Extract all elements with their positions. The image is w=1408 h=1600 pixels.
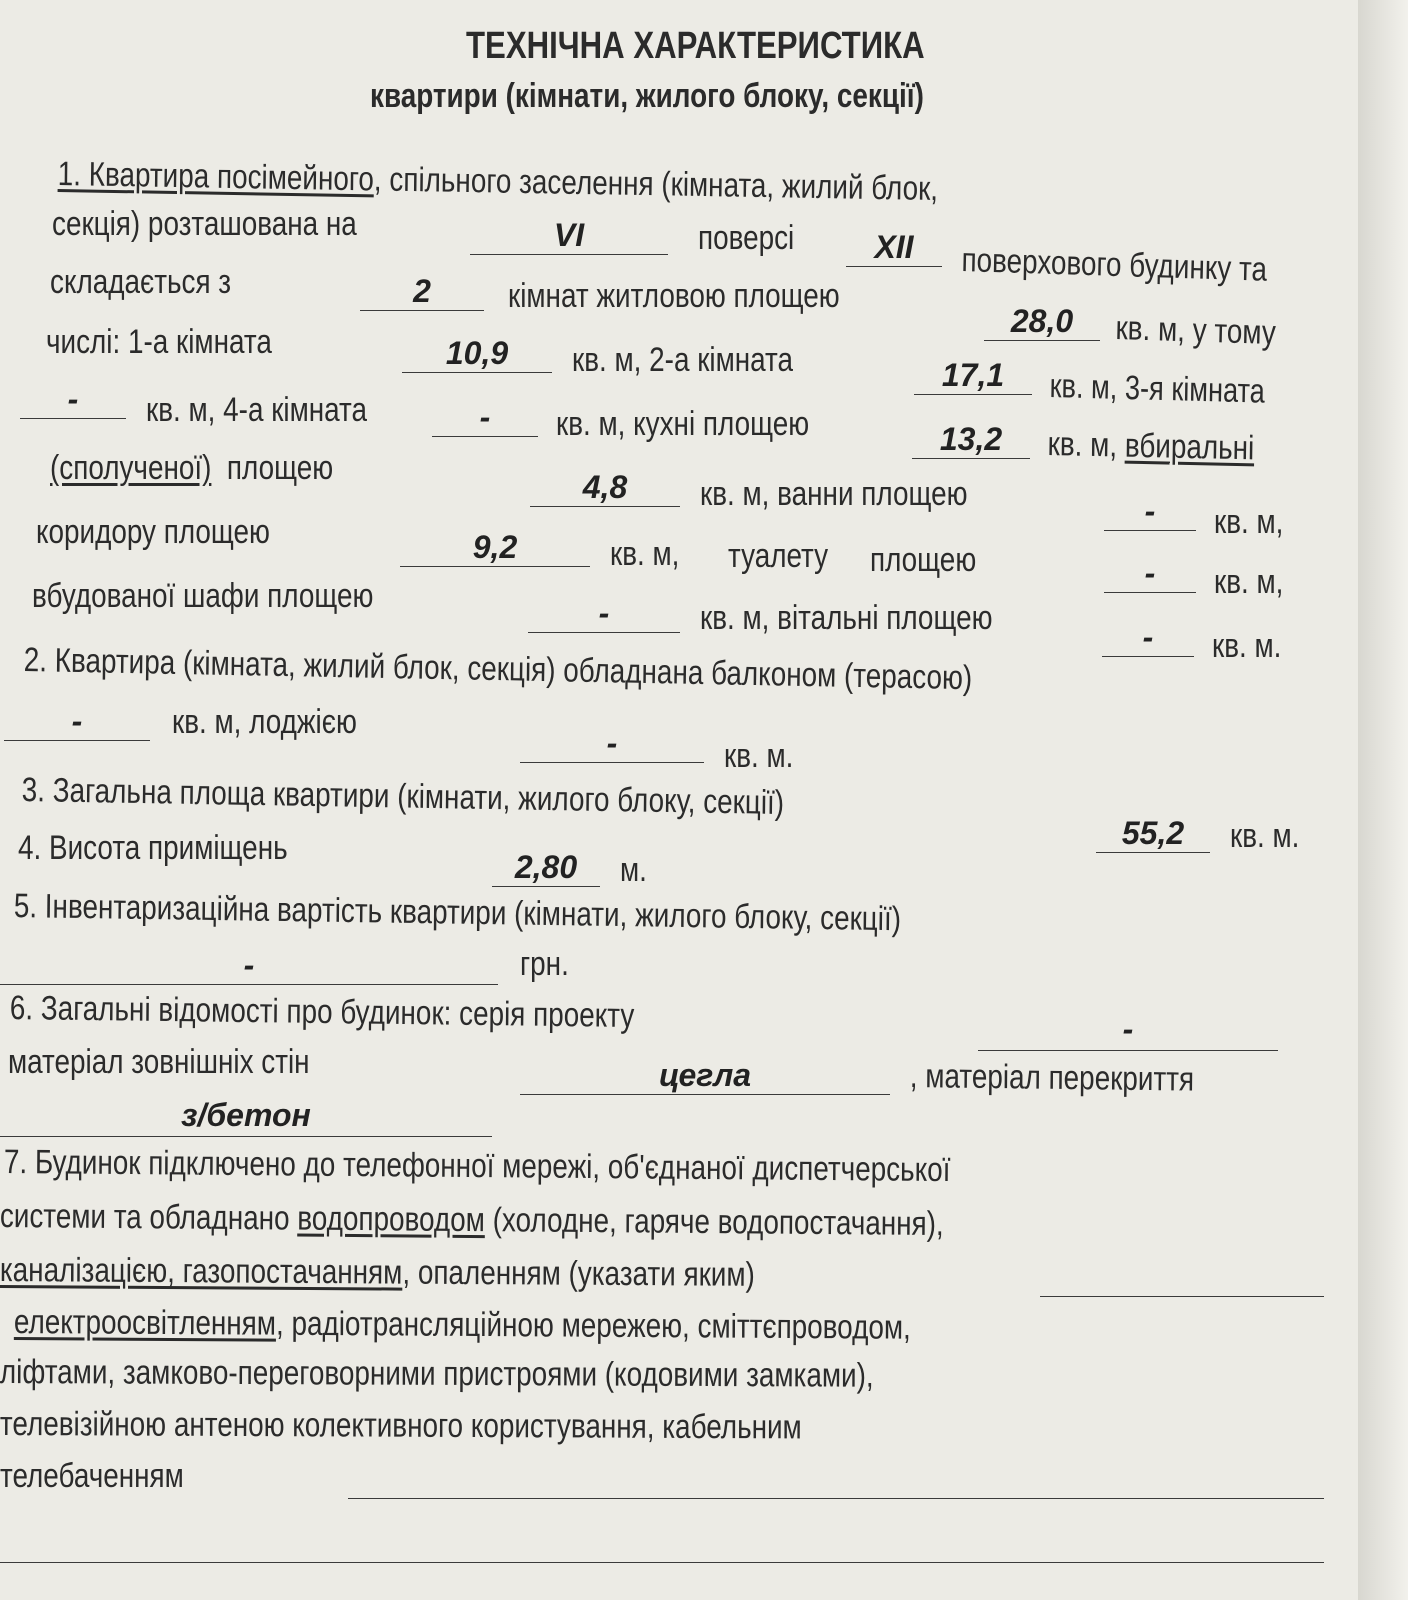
s7-line2-a: системи та обладнано — [0, 1197, 290, 1238]
bath-value: - — [1144, 493, 1156, 529]
wall-material-value: цегла — [658, 1057, 752, 1093]
toilet-unit: кв. м, — [1214, 563, 1284, 601]
height-unit: м. — [620, 851, 647, 889]
tv-line — [348, 1498, 1324, 1499]
living-room-line — [1102, 656, 1194, 657]
total-area-value: 55,2 — [1121, 815, 1185, 851]
s7-line2-c: (холодне, гаряче водопостачання), — [484, 1201, 944, 1244]
loggia-line — [520, 762, 704, 763]
kitchen-unit — [1047, 424, 1254, 468]
room4-line — [432, 436, 538, 437]
rooms-line — [360, 310, 484, 311]
kitchen-value: 13,2 — [939, 421, 1003, 457]
s7-line7: телебаченням — [0, 1457, 184, 1495]
bath-line — [1104, 530, 1196, 531]
loggia-unit: кв. м. — [724, 737, 794, 775]
living-area-label: кімнат житловою площею — [508, 277, 840, 315]
floor-label: поверсі — [698, 219, 795, 257]
s1-line2-label: секція) розташована на — [52, 205, 357, 243]
s3-label: 3. Загальна площа квартири (кімнати, жилого блоку, секції) — [21, 770, 785, 822]
project-series-line — [978, 1050, 1278, 1051]
loggia-value: - — [606, 725, 618, 761]
s6-label: 6. Загальні відомості про будинок: серія проекту — [9, 988, 635, 1035]
room1-value: 10,9 — [445, 335, 509, 371]
inventory-value: - — [243, 947, 255, 983]
living-area-value: 28,0 — [1010, 303, 1074, 339]
room2-line — [914, 394, 1032, 395]
closet-line — [528, 632, 680, 633]
room4-label: кв. м, 4-а кімната — [146, 391, 368, 429]
floors-total-label: поверхового будинку та — [961, 240, 1268, 289]
room1-line — [402, 372, 552, 373]
total-area-line — [1096, 852, 1210, 853]
s1-line1-rest: , спільного заселення (кімната, жилий блок, — [373, 160, 939, 208]
inventory-unit: грн. — [520, 945, 569, 983]
room3-line — [20, 418, 126, 419]
balcony-line — [4, 740, 150, 741]
kitchen-line — [912, 458, 1030, 459]
s7-line2 — [0, 1196, 944, 1244]
closet-value: - — [598, 595, 610, 631]
water-supply: водопроводом — [297, 1199, 486, 1240]
document-subtitle: квартири (кімнати, жилого блоку, секції) — [370, 77, 924, 115]
corridor-value: 9,2 — [472, 529, 518, 565]
bathroom-label: вбиральні — [1124, 426, 1255, 468]
sewer-gas: каналізацією, газопостачанням — [0, 1251, 403, 1292]
room2-value: 17,1 — [941, 357, 1005, 393]
toilet-value: - — [1144, 555, 1156, 591]
living-room-unit: кв. м. — [1212, 627, 1282, 665]
living-area-unit: кв. м, у тому — [1115, 308, 1277, 353]
height-line — [492, 886, 600, 887]
s7-line6: телевізійною антеною колективного користування, кабельним — [0, 1405, 802, 1447]
corridor-unit: кв. м, — [610, 535, 680, 573]
bathroom-combined-label — [50, 448, 333, 488]
room1-label: числі: 1-а кімната — [46, 323, 272, 361]
kitchen-unit-text: кв. м, — [1047, 424, 1118, 465]
bath-unit: кв. м, — [1214, 503, 1284, 541]
room3-label: кв. м, 3-я кімната — [1049, 366, 1266, 411]
bath-label: кв. м, ванни площею — [700, 475, 968, 513]
room4-value: - — [479, 399, 491, 435]
wall-material-line — [520, 1094, 890, 1095]
s7-line5: ліфтами, замково-переговорними пристроями (кодовими замками), — [0, 1353, 874, 1395]
floor-line — [470, 254, 668, 255]
electric-lighting: електроосвітленням — [13, 1303, 277, 1343]
s2-heading: 2. Квартира (кімната, жилий блок, секція) обладнана балконом (терасою) — [23, 640, 973, 698]
ceiling-material-line — [0, 1136, 492, 1137]
toilet-line — [1104, 592, 1196, 593]
rooms-value: 2 — [413, 273, 431, 309]
closet-label: вбудованої шафи площею — [32, 577, 374, 615]
ceiling-material-label: , матеріал перекриття — [909, 1057, 1195, 1099]
s7-line3 — [0, 1250, 755, 1295]
project-series-value: - — [1122, 1011, 1134, 1047]
s1-line1 — [58, 154, 939, 209]
kitchen-label: кв. м, кухні площею — [556, 405, 810, 443]
bathroom-combined-line — [530, 506, 680, 507]
ceiling-material-value: з/бетон — [181, 1097, 311, 1133]
total-area-unit: кв. м. — [1230, 817, 1300, 855]
balcony-value: - — [71, 703, 83, 739]
living-area-line — [984, 340, 1100, 341]
corridor-line — [400, 566, 590, 567]
s1-apartment-type: 1. Квартира посімейного — [57, 154, 375, 199]
bathroom-combined-value: 4,8 — [582, 469, 628, 505]
heating-line — [1040, 1296, 1324, 1297]
s7-line4 — [14, 1302, 911, 1348]
floor-value: VI — [553, 217, 585, 253]
s7-line1: 7. Будинок підключено до телефонної мережі, об'єднаної диспетчерської — [3, 1143, 951, 1190]
s7-line4-b: , радіотрансляційною мережею, сміттєпроводом, — [275, 1304, 911, 1347]
floors-total-line — [846, 266, 942, 267]
combined-label: (сполученої) — [50, 449, 212, 487]
toilet-label: туалету — [728, 537, 829, 575]
room3-value: - — [67, 381, 79, 417]
living-room-value: - — [1142, 619, 1154, 655]
s4-label: 4. Висота приміщень — [18, 829, 288, 867]
toilet-area-label: площею — [870, 541, 977, 579]
extra-line-1 — [0, 1562, 1324, 1563]
inventory-value-line — [0, 984, 498, 985]
floors-total-value: XII — [874, 229, 914, 265]
document-title: ТЕХНІЧНА ХАРАКТЕРИСТИКА — [466, 25, 925, 67]
rooms-label: складається з — [50, 263, 232, 301]
page-edge — [1358, 0, 1408, 1600]
height-value: 2,80 — [514, 849, 578, 885]
loggia-label: кв. м, лоджією — [172, 703, 357, 741]
s7-line3-b: , опаленням (указати яким) — [402, 1253, 755, 1294]
corridor-label: коридору площею — [36, 513, 270, 551]
bathroom-area-label: площею — [226, 449, 334, 487]
room2-label: кв. м, 2-а кімната — [572, 341, 794, 379]
s5-label: 5. Інвентаризаційна вартість квартири (кімнати, жилого блоку, секції) — [13, 886, 902, 939]
wall-material-label: матеріал зовнішніх стін — [8, 1043, 310, 1081]
living-room-label: кв. м, вітальні площею — [700, 599, 993, 637]
